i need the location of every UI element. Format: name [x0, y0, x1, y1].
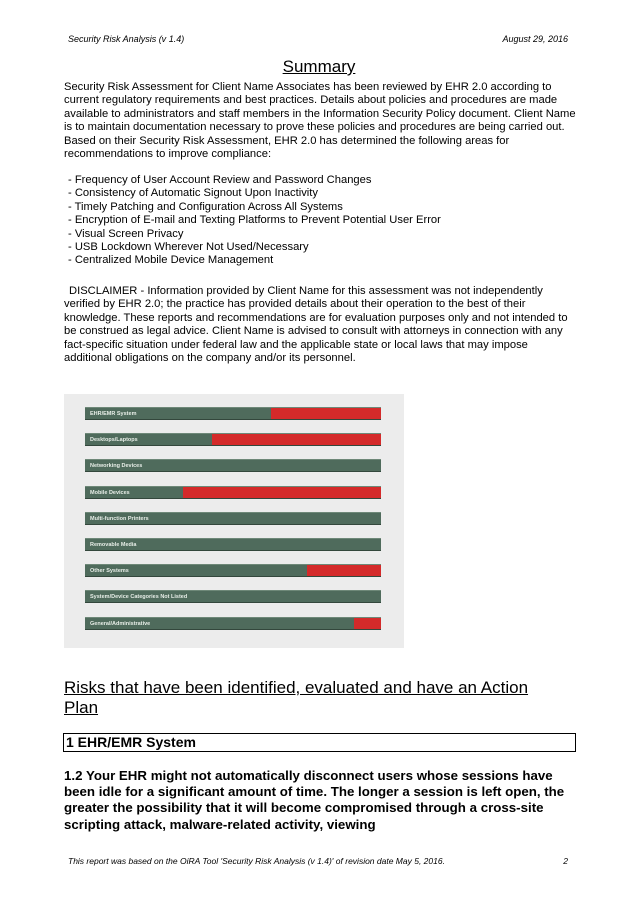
chart-bar	[85, 538, 381, 551]
chart-bar-label: Desktops/Laptops	[90, 437, 138, 444]
list-item: - Consistency of Automatic Signout Upon Inactivity	[68, 187, 318, 200]
chart-bar-risk-segment	[354, 618, 381, 629]
finding-text: 1.2 Your EHR might not automatically disconnect users whose sessions have been idle for a significant amount of time. The longer a session is left open, the greater the possibility that it will become compromised through a cross-site scripting attack, malware-related activity, viewing	[64, 768, 565, 832]
list-item: - Centralized Mobile Device Management	[68, 254, 274, 267]
page-number: 2	[563, 856, 568, 866]
page-footer	[68, 856, 568, 866]
summary-intro: Security Risk Assessment for Client Name Associates has been reviewed by EHR 2.0 according to current regulatory requirements and best practices. Details about policies and procedures are made available to administrators and staff members in the Information Security Policy document. Client Name is to maintain documentation necessary to prove these policies and procedures are being carried out. Based on their Security Risk Assessment, EHR 2.0 has determined the following areas for recommendations to improve compliance:	[64, 81, 576, 161]
header-date: August 29, 2016	[502, 34, 568, 44]
chart-bar-label: Multi-function Printers	[90, 515, 149, 522]
section-heading: 1 EHR/EMR System	[63, 733, 576, 752]
chart-bar	[85, 564, 381, 577]
chart-bar	[85, 512, 381, 525]
chart-bar	[85, 590, 381, 603]
chart-bar-label: Networking Devices	[90, 463, 143, 470]
chart-bar-risk-segment	[212, 434, 381, 445]
list-item: - Timely Patching and Configuration Across All Systems	[68, 200, 343, 213]
chart-bar-label: Mobile Devices	[90, 489, 130, 496]
header-report-title: Security Risk Analysis (v 1.4)	[68, 34, 185, 44]
chart-bar-label: Removable Media	[90, 542, 137, 548]
chart-bar	[85, 433, 381, 446]
disclaimer: DISCLAIMER - Information provided by Client Name for this assessment was not independently verified by EHR 2.0; the practice has provided details about their operation to the best of their knowledge. These reports and recommendations are for evaluation purposes only and not intended to be construed as legal advice. Client Name is advised to consult with attorneys in connection with any fact-specific situation under federal law and the applicable state or local laws that may impose additional obligations on the company and/or its personnel.	[64, 285, 568, 365]
chart-bar-label: System/Device Categories Not Listed	[90, 594, 188, 601]
chart-bar-risk-segment	[183, 487, 381, 498]
list-item: - USB Lockdown Wherever Not Used/Necessary	[68, 241, 309, 254]
chart-bar	[85, 407, 381, 420]
chart-bar	[85, 459, 381, 472]
chart-bar-risk-segment	[307, 565, 381, 576]
risk-chart	[64, 394, 404, 648]
chart-bar-risk-segment	[271, 408, 381, 419]
chart-bar-label: Other Systems	[90, 568, 129, 575]
chart-bar-label: EHR/EMR System	[90, 411, 137, 417]
recommendations-list	[68, 174, 576, 268]
list-item: - Visual Screen Privacy	[68, 227, 184, 240]
risks-heading: Risks that have been identified, evaluated and have an Action Plan	[64, 678, 529, 717]
chart-bar	[85, 486, 381, 499]
list-item: - Encryption of E-mail and Texting Platforms to Prevent Potential User Error	[68, 214, 441, 227]
chart-bar	[85, 617, 381, 630]
footer-source: This report was based on the OiRA Tool 'Security Risk Analysis (v 1.4)' of revision date May 5, 2016.	[68, 856, 445, 866]
chart-bar-label: General/Administrative	[90, 620, 151, 627]
summary-title: Summary	[282, 57, 356, 76]
list-item: - Frequency of User Account Review and Password Changes	[68, 174, 372, 186]
